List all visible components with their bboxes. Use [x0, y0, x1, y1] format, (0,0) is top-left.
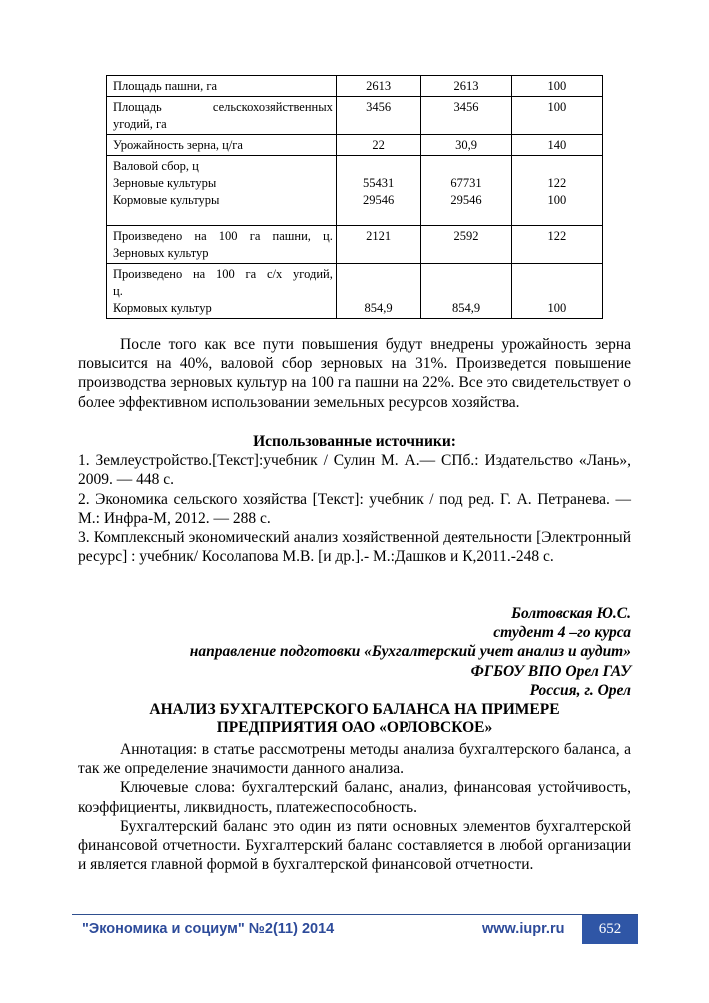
- value-cell: [511, 226, 602, 264]
- row-label-line: Площадь пашни, га: [113, 79, 218, 93]
- table-row: [107, 97, 603, 135]
- annotation-paragraph: Аннотация: в статье рассмотрены методы анализа бухгалтерского баланса, а так же определение значимости данного анализа.: [78, 741, 631, 778]
- author-institution: ФГБОУ ВПО Орел ГАУ: [470, 662, 631, 680]
- article-body: [78, 740, 631, 874]
- author-block: [71, 604, 631, 700]
- value-cell: [336, 156, 420, 226]
- table-row: [107, 226, 603, 264]
- sources-heading: Использованные источники:: [253, 433, 456, 450]
- source-item: 1. Землеустройство.[Текст]:учебник / Сулин М. А.— СПб.: Издательство «Лань», 2009. — 448 с.: [78, 452, 631, 489]
- row-label-line: угодий, га: [113, 117, 167, 131]
- cell-value: 2613: [366, 79, 392, 93]
- footer-journal: "Экономика и социум" №2(11) 2014: [82, 921, 335, 937]
- table-row: [107, 156, 603, 226]
- row-label-cell: [107, 264, 337, 319]
- value-cell: [421, 156, 511, 226]
- value-cell: [336, 135, 420, 156]
- value-cell: [511, 156, 602, 226]
- cell-value: 100: [547, 301, 567, 315]
- cell-value: 854,9: [364, 301, 393, 315]
- value-cell: [336, 97, 420, 135]
- author-direction: направление подготовки «Бухгалтерский учет анализ и аудит»: [189, 643, 631, 661]
- row-label-cell: [107, 76, 337, 97]
- body-paragraph: Бухгалтерский баланс это один из пяти основных элементов бухгалтерской финансовой отчетности. Бухгалтерский баланс составляется в любой организации и является главной формой в бухгалтерской финансовой отчетности.: [78, 817, 631, 874]
- row-label-line: Зерновые культуры: [113, 176, 217, 190]
- cell-value: 140: [547, 138, 567, 152]
- sources-block: [78, 432, 631, 566]
- value-cell: [511, 135, 602, 156]
- value-cell: [421, 76, 511, 97]
- table-row: [107, 264, 603, 319]
- row-label-cell: [107, 97, 337, 135]
- spacer: [423, 158, 508, 175]
- cell-value: 100: [547, 193, 567, 207]
- footer-website-link[interactable]: www.iupr.ru: [482, 921, 565, 937]
- row-label-line: Произведено на 100 га с/х угодий,: [113, 267, 333, 281]
- spacer: [514, 158, 600, 175]
- cell-value: 122: [547, 229, 567, 243]
- value-cell: [421, 97, 511, 135]
- keywords-paragraph: Ключевые слова: бухгалтерский баланс, анализ, финансовая устойчивость, коэффициенты, ликвидность, платежеспособность.: [78, 779, 631, 816]
- value-cell: [511, 76, 602, 97]
- value-cell: [421, 135, 511, 156]
- footer-divider: [72, 914, 638, 915]
- table-row: [107, 135, 603, 156]
- row-label-line: Урожайность зерна, ц/га: [113, 138, 243, 152]
- source-item: 3. Комплексный экономический анализ хозяйственной деятельности [Электронный ресурс] : учебник/ Косолапова М.В. [и др.].- М.:Дашков и К,2011.-248 с.: [78, 529, 631, 566]
- author-name: Болтовская Ю.С.: [511, 605, 631, 622]
- conclusion-paragraph: После того как все пути повышения будут внедрены урожайность зерна повысится на 40%, валовой сбор зерновых на 31%. Произведется повышение производства зерновых культур на 100 га пашни на 22%. Все это свидетельствует о более эффективном использовании земельных ресурсов хозяйства.: [78, 336, 631, 411]
- cell-value: 2592: [453, 229, 479, 243]
- article-title-line-1: АНАЛИЗ БУХГАЛТЕРСКОГО БАЛАНСА НА ПРИМЕРЕ: [149, 701, 560, 718]
- cell-value: 3456: [453, 100, 479, 114]
- article-title: [78, 701, 631, 737]
- cell-value: 30,9: [455, 138, 477, 152]
- cell-value: 55431: [362, 176, 395, 190]
- row-label-line: Площадь сельскохозяйственных: [113, 100, 333, 114]
- cell-value: 2613: [453, 79, 479, 93]
- cell-value: 67731: [450, 176, 482, 190]
- cell-value: 29546: [450, 193, 482, 207]
- cell-value: 3456: [366, 100, 392, 114]
- cell-value: 2121: [366, 229, 392, 243]
- spacer: [339, 158, 418, 175]
- row-label-line: Валовой сбор, ц: [113, 159, 199, 173]
- cell-value: 22: [372, 138, 385, 152]
- row-label-line: ц.: [113, 284, 123, 298]
- cell-value: 100: [547, 79, 567, 93]
- conclusion-block: [78, 335, 631, 412]
- row-label-line: Кормовых культур: [113, 301, 212, 315]
- value-cell: [421, 226, 511, 264]
- value-cell: [421, 264, 511, 319]
- row-label-line: Произведено на 100 га пашни, ц.: [113, 229, 333, 243]
- cell-value: 122: [547, 176, 567, 190]
- cell-value: 100: [547, 100, 567, 114]
- source-item: 2. Экономика сельского хозяйства [Текст]: учебник / под ред. Г. А. Петранева. — М.: Инфра-М, 2012. — 288 с.: [78, 490, 631, 527]
- value-cell: [511, 264, 602, 319]
- row-label-cell: [107, 156, 337, 226]
- author-location: Россия, г. Орел: [529, 681, 631, 699]
- row-label-line: Кормовые культуры: [113, 193, 220, 207]
- value-cell: [336, 264, 420, 319]
- table-row: [107, 76, 603, 97]
- article-title-line-2: ПРЕДПРИЯТИЯ ОАО «ОРЛОВСКОЕ»: [216, 719, 493, 736]
- cell-value: 29546: [362, 193, 395, 207]
- value-cell: [511, 97, 602, 135]
- yield-table: [106, 75, 603, 319]
- row-label-cell: [107, 135, 337, 156]
- value-cell: [336, 76, 420, 97]
- row-label-cell: [107, 226, 337, 264]
- author-status: студент 4 –го курса: [493, 624, 631, 642]
- row-label-line: Зерновых культур: [113, 246, 209, 260]
- page-number: 652: [582, 915, 638, 944]
- cell-value: 854,9: [451, 301, 481, 315]
- value-cell: [336, 226, 420, 264]
